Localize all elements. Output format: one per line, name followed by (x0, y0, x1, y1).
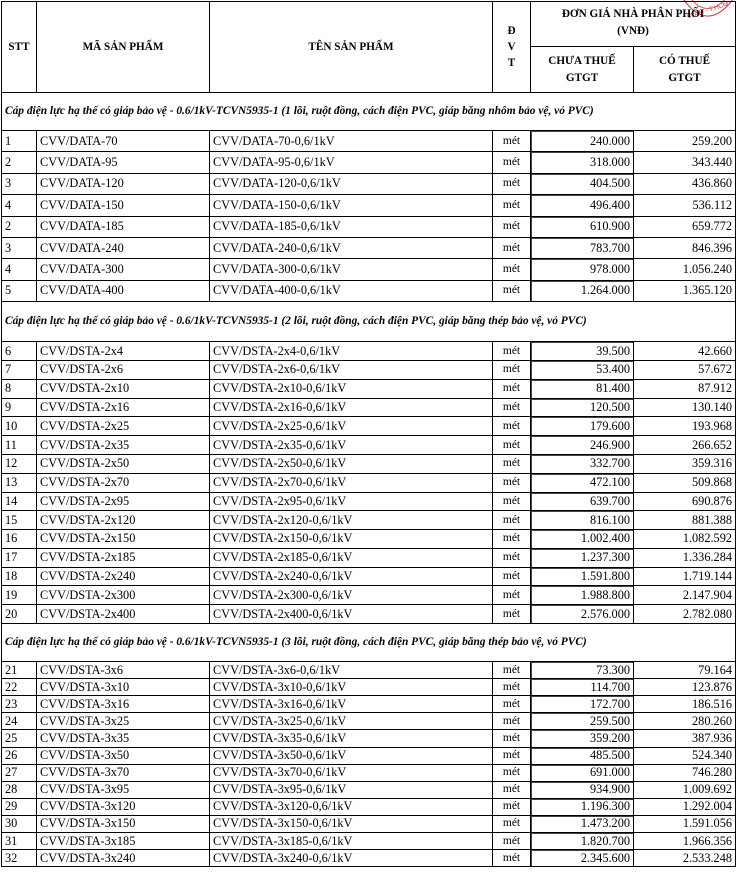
row-stt: 12 (2, 454, 37, 473)
row-stt: 30 (2, 815, 37, 832)
row-product-code: CVV/DSTA-2x16 (37, 398, 210, 417)
row-stt: 6 (2, 342, 37, 361)
row-unit: mét (493, 586, 531, 605)
row-product-name: CVV/DSTA-3x25-0,6/1kV (210, 713, 493, 730)
row-stt: 24 (2, 713, 37, 730)
row-product-code: CVV/DSTA-2x240 (37, 567, 210, 586)
row-stt: 31 (2, 833, 37, 850)
row-price-before-vat: 496.400 (531, 195, 634, 216)
row-unit: mét (493, 280, 531, 301)
row-product-code: CVV/DSTA-3x120 (37, 798, 210, 815)
row-product-code: CVV/DSTA-3x185 (37, 833, 210, 850)
header-stt: STT (2, 2, 37, 93)
row-product-name: CVV/DSTA-3x240-0,6/1kV (210, 850, 493, 867)
table-row (2, 259, 736, 280)
section-title: Cáp điện lực hạ thế có giáp bảo vệ - 0.6/1kV-TCVN5935-1 (3 lõi, ruột đồng, cách điện PVC, giáp băng thép bảo vệ, vỏ PVC) (2, 624, 736, 662)
row-price-before-vat: 404.500 (531, 173, 634, 194)
row-price-before-vat: 73.300 (531, 662, 634, 679)
row-unit: mét (493, 730, 531, 747)
row-price-with-vat: 1.719.144 (634, 567, 736, 586)
row-price-before-vat: 691.000 (531, 764, 634, 781)
row-price-before-vat: 172.700 (531, 696, 634, 713)
row-product-code: CVV/DSTA-3x150 (37, 815, 210, 832)
row-unit: mét (493, 850, 531, 867)
row-product-code: CVV/DSTA-2x50 (37, 454, 210, 473)
row-price-with-vat: 359.316 (634, 454, 736, 473)
row-stt: 16 (2, 530, 37, 549)
section-title-row (2, 93, 736, 131)
row-unit: mét (493, 815, 531, 832)
row-product-name: CVV/DSTA-2x25-0,6/1kV (210, 417, 493, 436)
table-row (2, 195, 736, 216)
row-product-name: CVV/DSTA-3x120-0,6/1kV (210, 798, 493, 815)
row-price-with-vat: 1.292.004 (634, 798, 736, 815)
row-price-before-vat: 978.000 (531, 259, 634, 280)
row-price-before-vat: 2.576.000 (531, 605, 634, 624)
row-stt: 22 (2, 679, 37, 696)
row-stt: 23 (2, 696, 37, 713)
row-product-code: CVV/DSTA-2x10 (37, 379, 210, 398)
row-product-name: CVV/DSTA-2x300-0,6/1kV (210, 586, 493, 605)
price-table (1, 1, 736, 867)
row-price-before-vat: 1.264.000 (531, 280, 634, 301)
row-product-name: CVV/DSTA-3x10-0,6/1kV (210, 679, 493, 696)
table-row (2, 730, 736, 747)
row-unit: mét (493, 492, 531, 511)
row-product-code: CVV/DSTA-2x25 (37, 417, 210, 436)
row-unit: mét (493, 259, 531, 280)
row-product-name: CVV/DSTA-2x95-0,6/1kV (210, 492, 493, 511)
row-product-name: CVV/DATA-185-0,6/1kV (210, 216, 493, 237)
row-stt: 2 (2, 216, 37, 237)
row-unit: mét (493, 216, 531, 237)
row-price-with-vat: 1.365.120 (634, 280, 736, 301)
table-row (2, 152, 736, 173)
row-product-name: CVV/DATA-300-0,6/1kV (210, 259, 493, 280)
row-price-with-vat: 186.516 (634, 696, 736, 713)
row-stt: 32 (2, 850, 37, 867)
row-product-code: CVV/DSTA-3x10 (37, 679, 210, 696)
row-product-code: CVV/DATA-150 (37, 195, 210, 216)
section-title: Cáp điện lực hạ thế có giáp bảo vệ - 0.6/1kV-TCVN5935-1 (1 lõi, ruột đồng, cách điện PVC, giáp băng nhôm bảo vệ, vỏ PVC) (2, 93, 736, 131)
table-row (2, 131, 736, 152)
header-product-name: TÊN SẢN PHẨM (210, 2, 493, 93)
row-price-before-vat: 1.196.300 (531, 798, 634, 815)
row-product-name: CVV/DSTA-3x95-0,6/1kV (210, 781, 493, 798)
row-product-name: CVV/DATA-150-0,6/1kV (210, 195, 493, 216)
row-price-before-vat: 1.591.800 (531, 567, 634, 586)
row-stt: 29 (2, 798, 37, 815)
table-row (2, 586, 736, 605)
row-stt: 4 (2, 259, 37, 280)
row-product-code: CVV/DATA-300 (37, 259, 210, 280)
row-product-code: CVV/DATA-95 (37, 152, 210, 173)
table-row (2, 360, 736, 379)
row-price-with-vat: 87.912 (634, 379, 736, 398)
row-product-name: CVV/DATA-240-0,6/1kV (210, 237, 493, 258)
row-price-before-vat: 81.400 (531, 379, 634, 398)
row-price-with-vat: 1.056.240 (634, 259, 736, 280)
row-stt: 15 (2, 511, 37, 530)
row-stt: 3 (2, 173, 37, 194)
row-price-with-vat: 536.112 (634, 195, 736, 216)
row-unit: mét (493, 360, 531, 379)
row-stt: 27 (2, 764, 37, 781)
row-unit: mét (493, 237, 531, 258)
row-price-with-vat: 266.652 (634, 436, 736, 455)
row-product-name: CVV/DSTA-2x185-0,6/1kV (210, 548, 493, 567)
row-unit: mét (493, 417, 531, 436)
row-unit: mét (493, 454, 531, 473)
row-stt: 11 (2, 436, 37, 455)
row-price-with-vat: 881.388 (634, 511, 736, 530)
row-unit: mét (493, 567, 531, 586)
row-price-with-vat: 130.140 (634, 398, 736, 417)
row-unit: mét (493, 342, 531, 361)
row-product-code: CVV/DSTA-3x240 (37, 850, 210, 867)
table-row (2, 511, 736, 530)
row-price-before-vat: 1.002.400 (531, 530, 634, 549)
row-product-code: CVV/DSTA-2x150 (37, 530, 210, 549)
row-unit: mét (493, 605, 531, 624)
row-price-before-vat: 1.988.800 (531, 586, 634, 605)
section-title: Cáp điện lực hạ thế có giáp bảo vệ - 0.6/1kV-TCVN5935-1 (2 lõi, ruột đồng, cách điện PVC, giáp băng thép bảo vệ, vỏ PVC) (2, 302, 736, 342)
row-product-name: CVV/DSTA-2x400-0,6/1kV (210, 605, 493, 624)
row-product-code: CVV/DSTA-2x6 (37, 360, 210, 379)
row-price-before-vat: 120.500 (531, 398, 634, 417)
row-price-with-vat: 746.280 (634, 764, 736, 781)
row-product-name: CVV/DSTA-2x50-0,6/1kV (210, 454, 493, 473)
table-row (2, 815, 736, 832)
row-product-name: CVV/DSTA-2x150-0,6/1kV (210, 530, 493, 549)
row-price-before-vat: 318.000 (531, 152, 634, 173)
row-price-with-vat: 509.868 (634, 473, 736, 492)
row-price-before-vat: 783.700 (531, 237, 634, 258)
row-price-before-vat: 1.820.700 (531, 833, 634, 850)
row-price-before-vat: 2.345.600 (531, 850, 634, 867)
table-row (2, 679, 736, 696)
table-row (2, 798, 736, 815)
row-price-before-vat: 246.900 (531, 436, 634, 455)
header-price-before-vat: CHƯA THUẾ GTGT (531, 47, 634, 93)
row-price-with-vat: 343.440 (634, 152, 736, 173)
row-product-name: CVV/DATA-95-0,6/1kV (210, 152, 493, 173)
section-title-row (2, 302, 736, 342)
row-stt: 28 (2, 781, 37, 798)
row-product-name: CVV/DSTA-2x240-0,6/1kV (210, 567, 493, 586)
table-row (2, 280, 736, 301)
row-product-name: CVV/DSTA-2x35-0,6/1kV (210, 436, 493, 455)
header-product-code: MÃ SẢN PHẨM (37, 2, 210, 93)
row-product-code: CVV/DSTA-3x70 (37, 764, 210, 781)
row-price-before-vat: 332.700 (531, 454, 634, 473)
row-price-before-vat: 639.700 (531, 492, 634, 511)
table-row (2, 473, 736, 492)
header-price-with-vat: CÓ THUẾ GTGT (634, 47, 736, 93)
table-row (2, 454, 736, 473)
row-price-before-vat: 610.900 (531, 216, 634, 237)
row-unit: mét (493, 131, 531, 152)
row-stt: 19 (2, 586, 37, 605)
row-unit: mét (493, 696, 531, 713)
row-product-name: CVV/DSTA-2x120-0,6/1kV (210, 511, 493, 530)
table-row (2, 833, 736, 850)
price-table-body (2, 93, 736, 867)
table-row (2, 342, 736, 361)
row-unit: mét (493, 473, 531, 492)
row-price-with-vat: 123.876 (634, 679, 736, 696)
row-stt: 3 (2, 237, 37, 258)
row-unit: mét (493, 713, 531, 730)
row-price-with-vat: 193.968 (634, 417, 736, 436)
section-title-row (2, 624, 736, 662)
row-unit: mét (493, 195, 531, 216)
row-product-name: CVV/DSTA-2x10-0,6/1kV (210, 379, 493, 398)
row-product-name: CVV/DSTA-2x6-0,6/1kV (210, 360, 493, 379)
row-stt: 18 (2, 567, 37, 586)
row-price-before-vat: 240.000 (531, 131, 634, 152)
row-product-name: CVV/DSTA-3x185-0,6/1kV (210, 833, 493, 850)
row-product-code: CVV/DSTA-3x16 (37, 696, 210, 713)
row-stt: 13 (2, 473, 37, 492)
row-price-with-vat: 524.340 (634, 747, 736, 764)
row-product-name: CVV/DSTA-3x35-0,6/1kV (210, 730, 493, 747)
row-product-name: CVV/DSTA-3x70-0,6/1kV (210, 764, 493, 781)
row-price-with-vat: 1.336.284 (634, 548, 736, 567)
row-unit: mét (493, 152, 531, 173)
table-row (2, 173, 736, 194)
row-price-with-vat: 436.860 (634, 173, 736, 194)
row-price-with-vat: 1.082.592 (634, 530, 736, 549)
row-product-name: CVV/DATA-400-0,6/1kV (210, 280, 493, 301)
row-product-code: CVV/DSTA-2x70 (37, 473, 210, 492)
table-row (2, 379, 736, 398)
row-product-name: CVV/DSTA-3x150-0,6/1kV (210, 815, 493, 832)
row-unit: mét (493, 530, 531, 549)
table-row (2, 548, 736, 567)
row-price-with-vat: 1.009.692 (634, 781, 736, 798)
row-product-code: CVV/DSTA-3x25 (37, 713, 210, 730)
row-price-before-vat: 485.500 (531, 747, 634, 764)
row-price-with-vat: 690.876 (634, 492, 736, 511)
row-price-before-vat: 359.200 (531, 730, 634, 747)
table-row (2, 530, 736, 549)
table-row (2, 696, 736, 713)
row-price-with-vat: 2.533.248 (634, 850, 736, 867)
row-price-with-vat: 259.200 (634, 131, 736, 152)
table-row (2, 662, 736, 679)
row-product-code: CVV/DSTA-3x6 (37, 662, 210, 679)
stamp-text: VLAM - T.HCM (686, 0, 730, 21)
row-stt: 17 (2, 548, 37, 567)
row-product-name: CVV/DSTA-2x4-0,6/1kV (210, 342, 493, 361)
row-price-before-vat: 816.100 (531, 511, 634, 530)
row-product-name: CVV/DSTA-3x6-0,6/1kV (210, 662, 493, 679)
row-price-before-vat: 1.473.200 (531, 815, 634, 832)
row-product-code: CVV/DSTA-2x400 (37, 605, 210, 624)
row-unit: mét (493, 679, 531, 696)
row-price-before-vat: 179.600 (531, 417, 634, 436)
row-stt: 2 (2, 152, 37, 173)
table-row (2, 417, 736, 436)
table-row (2, 713, 736, 730)
row-unit: mét (493, 548, 531, 567)
row-price-with-vat: 659.772 (634, 216, 736, 237)
row-product-name: CVV/DSTA-2x70-0,6/1kV (210, 473, 493, 492)
row-product-code: CVV/DATA-400 (37, 280, 210, 301)
table-row (2, 398, 736, 417)
row-unit: mét (493, 833, 531, 850)
row-unit: mét (493, 747, 531, 764)
table-row (2, 492, 736, 511)
row-product-code: CVV/DATA-240 (37, 237, 210, 258)
row-price-with-vat: 1.966.356 (634, 833, 736, 850)
row-product-code: CVV/DSTA-2x95 (37, 492, 210, 511)
row-unit: mét (493, 436, 531, 455)
row-stt: 10 (2, 417, 37, 436)
row-price-before-vat: 472.100 (531, 473, 634, 492)
row-price-with-vat: 57.672 (634, 360, 736, 379)
row-product-code: CVV/DSTA-2x300 (37, 586, 210, 605)
table-row (2, 237, 736, 258)
table-row (2, 747, 736, 764)
row-price-before-vat: 934.900 (531, 781, 634, 798)
row-price-with-vat: 2.147.904 (634, 586, 736, 605)
row-stt: 25 (2, 730, 37, 747)
row-unit: mét (493, 173, 531, 194)
row-product-code: CVV/DSTA-2x4 (37, 342, 210, 361)
row-product-code: CVV/DSTA-2x185 (37, 548, 210, 567)
header-unit: Đ V T (493, 2, 531, 93)
row-unit: mét (493, 781, 531, 798)
row-price-before-vat: 53.400 (531, 360, 634, 379)
table-row (2, 850, 736, 867)
row-price-with-vat: 846.396 (634, 237, 736, 258)
row-product-name: CVV/DSTA-3x50-0,6/1kV (210, 747, 493, 764)
row-product-code: CVV/DSTA-3x35 (37, 730, 210, 747)
row-price-before-vat: 114.700 (531, 679, 634, 696)
row-price-before-vat: 1.237.300 (531, 548, 634, 567)
row-stt: 26 (2, 747, 37, 764)
table-row (2, 436, 736, 455)
row-unit: mét (493, 764, 531, 781)
row-price-with-vat: 1.591.056 (634, 815, 736, 832)
row-product-code: CVV/DSTA-3x95 (37, 781, 210, 798)
row-stt: 1 (2, 131, 37, 152)
row-price-with-vat: 42.660 (634, 342, 736, 361)
row-unit: mét (493, 398, 531, 417)
row-stt: 8 (2, 379, 37, 398)
row-product-code: CVV/DATA-185 (37, 216, 210, 237)
row-product-code: CVV/DATA-70 (37, 131, 210, 152)
row-stt: 21 (2, 662, 37, 679)
row-unit: mét (493, 511, 531, 530)
row-stt: 5 (2, 280, 37, 301)
row-unit: mét (493, 379, 531, 398)
row-unit: mét (493, 798, 531, 815)
row-stt: 7 (2, 360, 37, 379)
row-price-with-vat: 2.782.080 (634, 605, 736, 624)
row-stt: 4 (2, 195, 37, 216)
row-price-before-vat: 259.500 (531, 713, 634, 730)
row-price-with-vat: 387.936 (634, 730, 736, 747)
table-row (2, 216, 736, 237)
row-product-code: CVV/DSTA-3x50 (37, 747, 210, 764)
row-product-code: CVV/DSTA-2x35 (37, 436, 210, 455)
row-product-name: CVV/DATA-70-0,6/1kV (210, 131, 493, 152)
row-stt: 9 (2, 398, 37, 417)
row-stt: 20 (2, 605, 37, 624)
row-product-code: CVV/DATA-120 (37, 173, 210, 194)
table-row (2, 781, 736, 798)
row-product-name: CVV/DSTA-3x16-0,6/1kV (210, 696, 493, 713)
row-product-code: CVV/DSTA-2x120 (37, 511, 210, 530)
table-row (2, 567, 736, 586)
header-distributor-price: ĐƠN GIÁ NHÀ PHÂN PHỐI (VNĐ) (531, 2, 736, 47)
row-unit: mét (493, 662, 531, 679)
row-price-before-vat: 39.500 (531, 342, 634, 361)
row-stt: 14 (2, 492, 37, 511)
row-product-name: CVV/DATA-120-0,6/1kV (210, 173, 493, 194)
row-price-with-vat: 280.260 (634, 713, 736, 730)
row-product-name: CVV/DSTA-2x16-0,6/1kV (210, 398, 493, 417)
row-price-with-vat: 79.164 (634, 662, 736, 679)
table-row (2, 605, 736, 624)
table-row (2, 764, 736, 781)
